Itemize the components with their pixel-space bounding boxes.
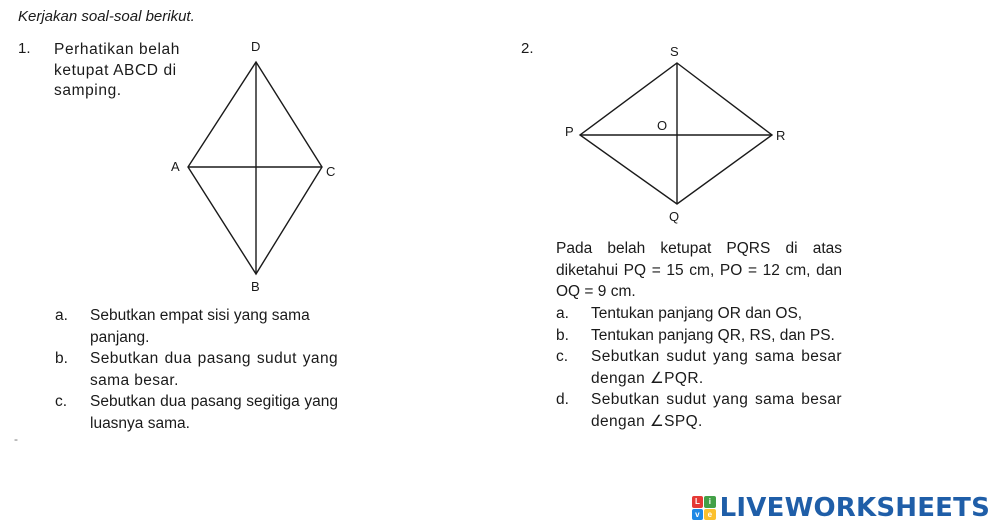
item-letter: b. <box>55 350 68 367</box>
item-letter: d. <box>556 391 569 408</box>
rhombus-pqrs-outline <box>580 63 772 204</box>
vertex-label-q: Q <box>669 209 680 224</box>
question-1-number: 1. <box>18 40 31 57</box>
logo-mark-tile: L <box>692 496 704 508</box>
question-1-list <box>55 305 338 434</box>
item-text: Tentukan panjang OR dan OS, <box>591 305 803 322</box>
stray-mark: - <box>14 432 18 446</box>
list-item <box>556 346 842 389</box>
logo-mark-tile: e <box>704 509 716 521</box>
logo-mark-tile: i <box>704 496 716 508</box>
vertex-label-r: R <box>776 128 786 143</box>
item-letter: a. <box>55 307 68 324</box>
rhombus-abcd-outline <box>188 62 322 274</box>
logo-mark-tile: v <box>692 509 704 521</box>
rhombus-pqrs-figure <box>580 63 772 204</box>
item-letter: c. <box>55 393 68 410</box>
item-letter: b. <box>556 326 569 344</box>
vertex-label-b: B <box>251 279 260 294</box>
question-1-intro-line: ketupat ABCD di <box>54 61 177 79</box>
question-2-number: 2. <box>521 40 534 57</box>
item-text: Sebutkan sudut yang sama besar dengan ∠SPQ. <box>591 391 842 430</box>
question-2-description: Pada belah ketupat PQRS di atas diketahui PQ = 15 cm, PO = 12 cm, dan OQ = 9 cm. <box>556 240 842 300</box>
question-2-list <box>556 303 842 432</box>
logo-text: LIVEWORKSHEETS <box>719 493 990 523</box>
item-text: Sebutkan dua pasang sudut yang sama besar. <box>90 350 338 389</box>
vertex-label-o: O <box>657 118 668 133</box>
item-text: Tentukan panjang QR, RS, dan PS. <box>591 326 835 344</box>
vertex-label-c: C <box>326 164 336 179</box>
item-text: Sebutkan dua pasang segitiga yang luasnya sama. <box>90 393 338 432</box>
vertex-label-s: S <box>670 44 679 59</box>
item-text: Sebutkan sudut yang sama besar dengan ∠PQR. <box>591 348 842 387</box>
instruction-heading: Kerjakan soal-soal berikut. <box>18 8 195 25</box>
list-item <box>55 348 338 391</box>
item-text: Sebutkan empat sisi yang sama panjang. <box>90 307 310 346</box>
vertex-label-a: A <box>171 159 180 174</box>
vertex-label-p: P <box>565 124 574 139</box>
liveworksheets-logo[interactable] <box>692 493 990 523</box>
list-item <box>556 325 842 347</box>
list-item <box>556 389 842 432</box>
list-item <box>55 391 338 434</box>
list-item <box>556 303 842 325</box>
list-item <box>55 305 338 348</box>
item-letter: a. <box>556 305 569 322</box>
item-letter: c. <box>556 348 569 365</box>
logo-mark-icon <box>692 496 716 520</box>
question-1-intro-line: samping. <box>54 82 122 99</box>
question-1-intro-line: Perhatikan belah <box>54 41 180 58</box>
vertex-label-d: D <box>251 39 261 54</box>
rhombus-abcd-figure <box>188 62 322 274</box>
